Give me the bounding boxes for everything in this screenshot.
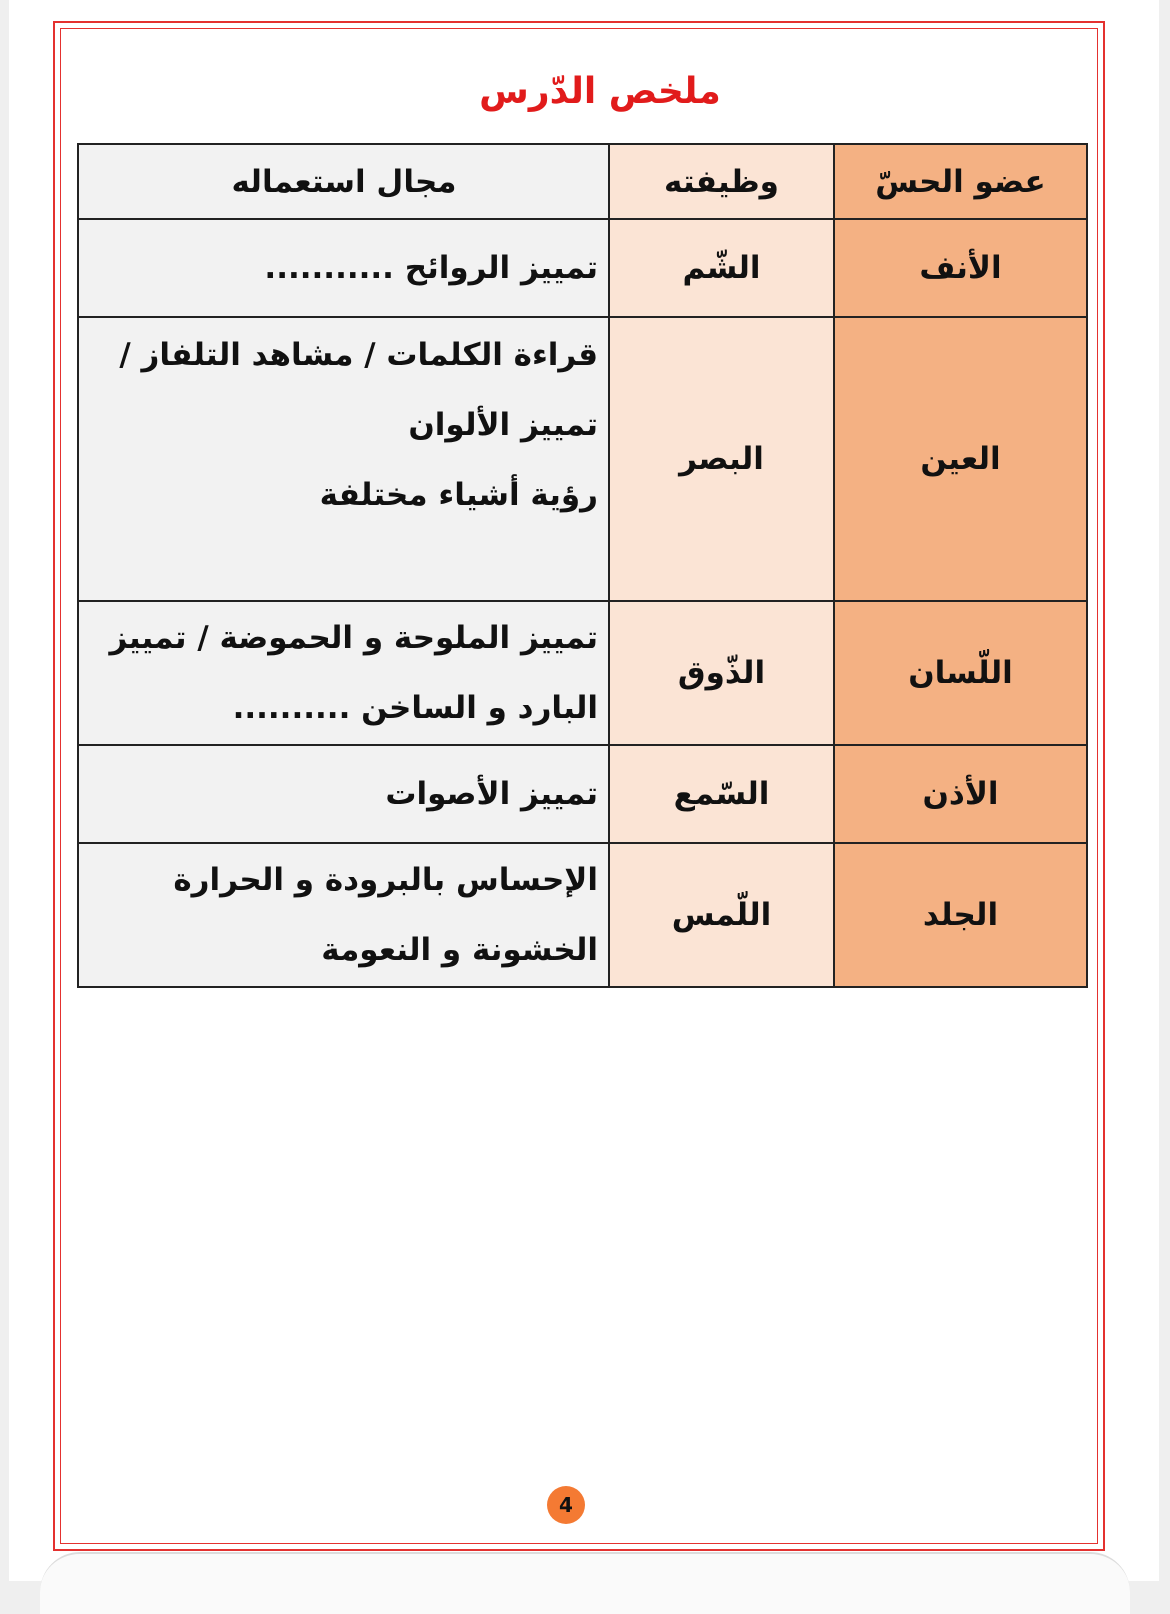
cell-function: السّمع <box>609 745 834 843</box>
cell-function: اللّمس <box>609 843 834 987</box>
page-title: ملخص الدّرس <box>479 71 721 112</box>
table-row <box>78 745 1087 843</box>
page-number-badge: 4 <box>547 1486 585 1524</box>
cell-function: الشّم <box>609 219 834 317</box>
usage-line: البارد و الساخن .......... <box>232 690 598 726</box>
usage-line: تمييز الروائح ........... <box>264 250 598 286</box>
header-usage: مجال استعماله <box>78 144 609 219</box>
header-function: وظيفته <box>609 144 834 219</box>
table-row <box>78 601 1087 745</box>
cell-function: الذّوق <box>609 601 834 745</box>
cell-organ: الجلد <box>834 843 1087 987</box>
cell-organ: العين <box>834 317 1087 601</box>
usage-line: تمييز الألوان <box>408 407 598 443</box>
usage-line: الإحساس بالبرودة و الحرارة <box>173 862 598 898</box>
cell-usage <box>78 745 609 843</box>
table-row <box>78 317 1087 601</box>
usage-line: رؤية أشياء مختلفة <box>319 477 598 513</box>
cell-usage <box>78 601 609 745</box>
cell-usage <box>78 219 609 317</box>
cell-organ: الأذن <box>834 745 1087 843</box>
header-organ: عضو الحسّ <box>834 144 1087 219</box>
cell-organ: اللّسان <box>834 601 1087 745</box>
cell-organ: الأنف <box>834 219 1087 317</box>
cell-usage <box>78 317 609 601</box>
cell-function: البصر <box>609 317 834 601</box>
table-row <box>78 843 1087 987</box>
usage-line: تمييز الأصوات <box>385 776 598 812</box>
summary-table <box>77 143 1088 988</box>
table-header-row <box>78 144 1087 219</box>
next-page-edge <box>40 1552 1130 1614</box>
usage-line: الخشونة و النعومة <box>321 932 598 968</box>
cell-usage <box>78 843 609 987</box>
usage-line: تمييز الملوحة و الحموضة / تمييز <box>109 620 598 656</box>
usage-line: قراءة الكلمات / مشاهد التلفاز / <box>119 337 598 373</box>
table-row <box>78 219 1087 317</box>
